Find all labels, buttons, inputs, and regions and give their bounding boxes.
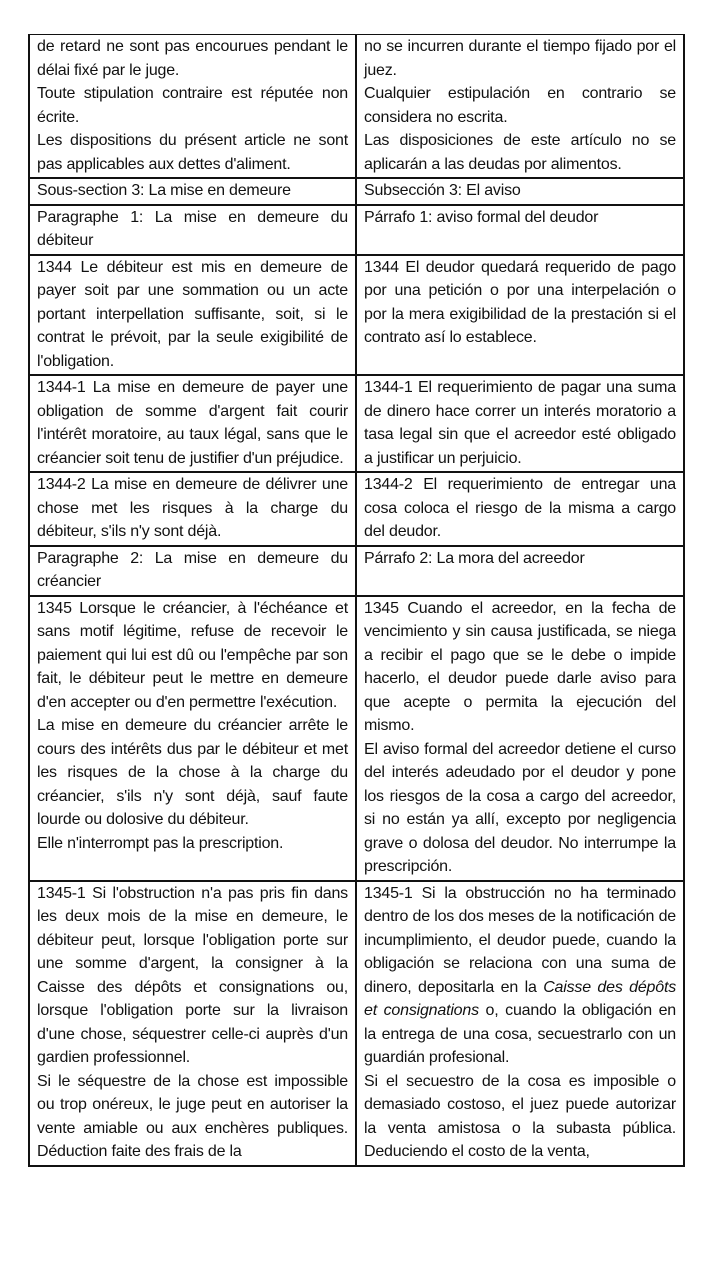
article-text: 1344-1 La mise en demeure de payer une obligation de somme d'argent fait courir l'intérêt moratoire, au taux légal, sans que le créancier soit tenu de justifier d'un préjudice. xyxy=(37,379,348,467)
article-text: Elle n'interrompt pas la prescription. xyxy=(37,834,284,852)
table-row xyxy=(29,35,684,179)
paragraph: Las disposiciones de este artículo no se aplicarán a las deudas por alimentos. xyxy=(364,132,676,173)
paragraph-heading: Paragraphe 1: La mise en demeure du débiteur xyxy=(37,208,348,249)
article-text: 1345-1 Si l'obstruction n'a pas pris fin dans les deux mois de la mise en demeure, le débiteur peut, lorsque l'obligation porte sur une somme d'argent, la consigner à la Caisse des dépôts et consignations ou, lorsque l'obligation porte sur la livraison d'une chose, séquestrer celle-ci auprès d'un gardien professionnel. xyxy=(37,884,348,1066)
translation-table xyxy=(28,34,685,1167)
french-cell xyxy=(29,596,356,881)
article-text: 1344-2 La mise en demeure de délivrer une chose met les risques à la charge du débiteur, s'ils n'y sont déjà. xyxy=(37,476,348,540)
paragraph: de retard ne sont pas encourues pendant le délai fixé par le juge. xyxy=(37,38,348,79)
french-cell xyxy=(29,881,356,1166)
text-run: 1345-1 Si la obstrucción no ha terminado dentro de los dos meses de la notificación de incumplimiento, el deudor puede, cuando la obligación se relaciona con una suma de dinero, depositarla en la xyxy=(364,884,676,996)
paragraph-heading: Paragraphe 2: La mise en demeure du créancier xyxy=(37,549,348,590)
spanish-cell xyxy=(356,881,684,1166)
french-cell xyxy=(29,255,356,376)
bilingual-document xyxy=(28,34,683,1167)
article-text: La mise en demeure du créancier arrête le cours des intérêts dus par le débiteur et met les risques de la chose à la charge du créancier, s'ils n'y sont déjà, sauf faute lourde ou dolosive du débiteur. xyxy=(37,717,348,828)
spanish-cell xyxy=(356,596,684,881)
subsection-heading: Sous-section 3: La mise en demeure xyxy=(37,182,291,199)
paragraph: Cualquier estipulación en contrario se considera no escrita. xyxy=(364,85,676,126)
paragraph: Les dispositions du présent article ne sont pas applicables aux dettes d'aliment. xyxy=(37,132,348,173)
paragraph-heading: Párrafo 2: La mora del acreedor xyxy=(364,549,585,567)
table-row xyxy=(29,178,684,205)
article-text: Si le séquestre de la chose est impossible ou trop onéreux, le juge peut en autoriser la vente amiable ou aux enchères publiques. Déduction faite des frais de la xyxy=(37,1072,348,1160)
table-row xyxy=(29,546,684,596)
article-text: El aviso formal del acreedor detiene el curso del interés adeudado por el deudor y pone los riesgos de la cosa a cargo del acreedor, si no están ya allí, excepto por negligencia grave o dolosa del deudor. No interrumpe la prescripción. xyxy=(364,740,676,875)
article-text: 1344 El deudor quedará requerido de pago por una petición o por una interpelación o por la mera exigibilidad de la prestación si el contrato así lo establece. xyxy=(364,258,676,346)
french-cell xyxy=(29,546,356,596)
spanish-cell xyxy=(356,205,684,255)
paragraph: Toute stipulation contraire est réputée non écrite. xyxy=(37,85,348,126)
french-cell xyxy=(29,205,356,255)
subsection-heading: Subsección 3: El aviso xyxy=(364,182,521,199)
table-row xyxy=(29,472,684,546)
spanish-cell xyxy=(356,375,684,472)
italic-institution-name: Caisse des dépôts et consignations xyxy=(364,978,676,1019)
french-cell xyxy=(29,472,356,546)
spanish-cell xyxy=(356,255,684,376)
article-text: 1344 Le débiteur est mis en demeure de payer soit par une sommation ou un acte portant interpellation suffisante, soit, si le contrat le prévoit, par la seule exigibilité de l'obligation. xyxy=(37,258,348,370)
table-row xyxy=(29,596,684,881)
spanish-cell xyxy=(356,178,684,205)
spanish-cell xyxy=(356,472,684,546)
spanish-cell xyxy=(356,546,684,596)
french-cell xyxy=(29,178,356,205)
article-text xyxy=(364,882,676,1070)
text-run: o, cuando la obligación en la entrega de una cosa, secuestrarlo con un guardián profesional. xyxy=(364,1002,677,1066)
spanish-cell xyxy=(356,35,684,179)
french-cell xyxy=(29,35,356,179)
article-text: 1344-1 El requerimiento de pagar una suma de dinero hace correr un interés moratorio a tasa legal sin que el acreedor esté obligado a justificar un perjuicio. xyxy=(364,379,676,467)
article-text: 1345 Lorsque le créancier, à l'échéance et sans motif légitime, refuse de recevoir le paiement qui lui est dû ou l'empêche par son fait, le débiteur peut le mettre en demeure d'en accepter ou d'en permettre l'exécution. xyxy=(37,599,348,711)
article-text: 1344-2 El requerimiento de entregar una cosa coloca el riesgo de la misma a cargo del deudor. xyxy=(364,476,676,540)
table-row xyxy=(29,375,684,472)
article-text: 1345 Cuando el acreedor, en la fecha de vencimiento y sin causa justificada, se niega a recibir el pago que se le debe o impide hacerlo, el deudor puede darle aviso para que acepte o permita la ejecución del mismo. xyxy=(364,599,676,734)
article-text: Si el secuestro de la cosa es imposible o demasiado costoso, el juez puede autorizar la venta amistosa o la subasta pública. Deduciendo el costo de la venta, xyxy=(364,1072,676,1160)
paragraph-heading: Párrafo 1: aviso formal del deudor xyxy=(364,208,599,226)
table-row xyxy=(29,881,684,1166)
paragraph: no se incurren durante el tiempo fijado por el juez. xyxy=(364,38,676,79)
french-cell xyxy=(29,375,356,472)
table-row xyxy=(29,255,684,376)
table-row xyxy=(29,205,684,255)
